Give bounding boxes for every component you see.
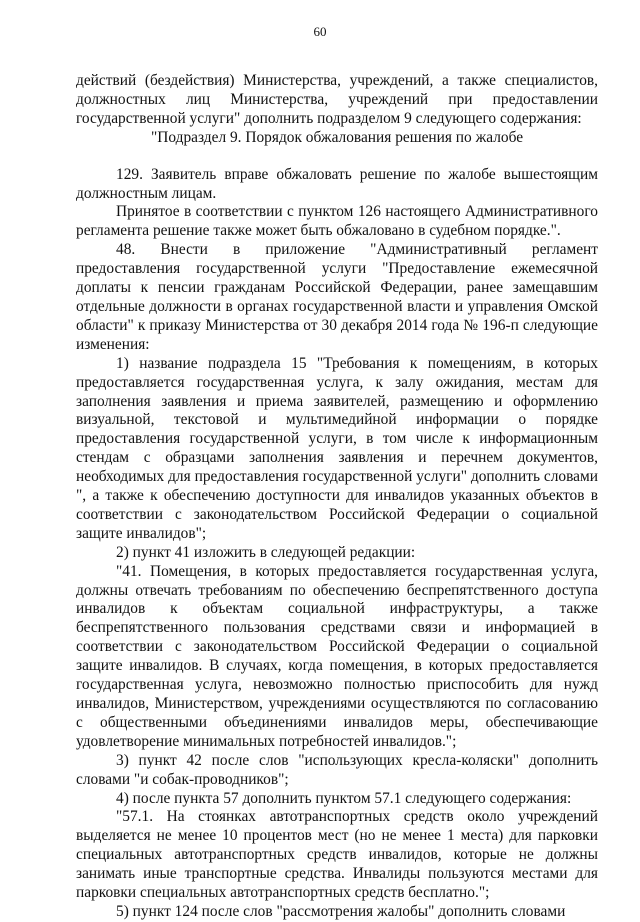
subsection-heading: "Подраздел 9. Порядок обжалования решения по жалобе bbox=[150, 128, 524, 146]
paragraph: 4) после пункта 57 дополнить пунктом 57.1 следующего содержания: bbox=[116, 789, 572, 807]
paragraph: действий (бездействия) Министерства, учреждений, а также специалистов, должностных лиц Министерства, учреждений при предоставлении государственной услуги" дополнить подразделом 9 следующего содержания: bbox=[76, 72, 598, 127]
paragraph: 2) пункт 41 изложить в следующей редакции: bbox=[116, 543, 416, 561]
paragraph: Принятое в соответствии с пунктом 126 настоящего Административного регламента решение также может быть обжаловано в судебном порядке.". bbox=[76, 203, 598, 240]
paragraph: 129. Заявитель вправе обжаловать решение по жалобе вышестоящим должностным лицам. bbox=[76, 165, 598, 202]
page-number: 60 bbox=[313, 24, 327, 39]
document-body bbox=[76, 72, 598, 922]
paragraph: 48. Внести в приложение "Административный регламент предоставления государственной услуги "Предоставление ежемесячной доплаты к пенсии гражданам Российской Федерации, ранее замещавшим отдельные должности в органах государственной власти и управления Омской области" к приказу Министерства от 30 декабря 2014 года № 196-п следующие изменения: bbox=[76, 241, 598, 353]
paragraph: "41. Помещения, в которых предоставляется государственная услуга, должны отвечать требованиям по обеспечению беспрепятственного доступа инвалидов к объектам социальной инфраструктуры, а также беспрепятственного пользования средствами связи и информацией в соответствии с законодательством Российской Федерации о социальной защите инвалидов. В случаях, когда помещения, в которых предоставляется государственная услуга, невозможно полностью приспособить для нужд инвалидов, Министерством, учреждениями осуществляются по согласованию с общественными объединениями инвалидов меры, обеспечивающие удовлетворение минимальных потребностей инвалидов."; bbox=[76, 562, 598, 750]
paragraph: 5) пункт 124 после слов "рассмотрения жалобы" дополнить словами bbox=[116, 902, 566, 920]
paragraph: 1) название подраздела 15 "Требования к помещениям, в которых предоставляется государственная услуга, к залу ожидания, местам для заполнения заявления и приема заявителей, размещению и оформлению визуальной, текстовой и мультимедийной информации о порядке предоставления государственной услуги, в том числе к информационным стендам с образцами заполнения заявления и перечнем документов, необходимых для предоставления государственной услуги" дополнить словами ", а также к обеспечению доступности для инвалидов указанных объектов в соответствии с законодательством Российской Федерации о социальной защите инвалидов"; bbox=[76, 354, 598, 542]
paragraph: 3) пункт 42 после слов "использующих кресла-коляски" дополнить словами "и собак-проводников"; bbox=[76, 751, 598, 788]
paragraph: "57.1. На стоянках автотранспортных средств около учреждений выделяется не менее 10 процентов мест (но не менее 1 места) для парковки специальных автотранспортных средств инвалидов, которые не должны занимать иные транспортные средства. Инвалиды пользуются местами для парковки специальных автотранспортных средств бесплатно."; bbox=[76, 808, 598, 902]
